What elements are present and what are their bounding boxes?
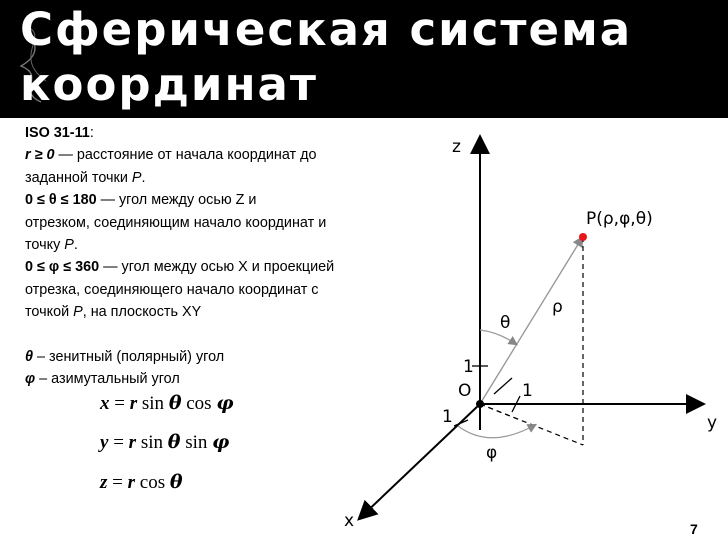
formula-z-theta: θ [169,471,183,493]
theta-description-1: — угол между осью Z и [96,192,257,209]
formula-y-sin-1: sin [136,432,168,453]
rho-label: ρ [552,297,563,317]
formula-x [100,392,234,415]
theta-point: P [64,237,74,254]
phi-arc [458,425,535,438]
title-line-2: координат [20,58,318,111]
formula-y-lhs: y [100,432,109,453]
point-label: P(ρ,φ,θ) [586,209,653,229]
formula-x-cos: cos [181,393,217,414]
theta-end: . [73,237,78,254]
axis-marker [494,378,512,394]
phi-condition: 0 ≤ φ ≤ 360 [25,259,100,276]
theta-label: θ [500,313,511,333]
formula-y [100,431,229,454]
r-description-2: заданной точки [25,169,132,186]
formula-y-sin-2: sin [180,432,213,453]
phi-description-1: — угол между осью X и проекцией [99,259,335,276]
phi-description-2: отрезка, соединяющего начало координат с [25,281,319,298]
formula-z-eq: = [107,472,128,493]
formula-x-eq: = [109,393,130,414]
r-condition: r ≥ 0 [25,147,55,164]
y-axis-label: y [707,413,718,433]
origin-label: O [458,381,472,401]
formula-z-r: r [127,472,136,493]
phi-symbol: φ [25,371,36,388]
theta-description-2: отрезком, соединяющим начало координат и [25,214,327,231]
x-axis-label: x [344,511,355,531]
formula-y-eq: = [108,432,129,453]
title-bar [0,0,728,118]
formula-y-phi: φ [212,431,230,453]
point-p [579,233,587,241]
theta-symbol: θ [25,348,34,365]
r-description-1: — расстояние от начала координат до [54,147,317,164]
origin-point [476,400,484,408]
formula-x-sin: sin [137,393,169,414]
page-number: 7 [690,521,698,537]
r-end: . [141,169,146,186]
phi-name: – азимутальный угол [35,371,180,388]
theta-arc [480,330,516,344]
x-axis [360,404,480,518]
formula-y-theta: θ [167,431,181,453]
formula-x-lhs: x [100,393,110,414]
phi-end: , на плоскость XY [82,304,202,321]
slide-title [20,2,632,112]
z-tick-label: 1 [463,357,474,377]
phi-point: P [73,304,83,321]
formula-z-cos: cos [135,472,170,493]
theta-condition: 0 ≤ θ ≤ 180 [25,192,97,209]
x-tick-label: 1 [442,407,453,427]
title-line-1: Сферическая система [20,3,633,56]
projection-y-tick [480,404,520,420]
formula-z-lhs: z [100,472,108,493]
r-point: P [131,169,142,186]
formula-x-r: r [129,393,138,414]
formula-x-phi: φ [216,392,234,414]
rho-vector [480,238,582,404]
y-tick-label: 1 [522,381,533,401]
theta-description-3: точку [25,237,65,254]
theta-name: – зенитный (полярный) угол [33,348,225,365]
z-axis-label: z [452,137,461,157]
phi-description-3: точкой [25,304,74,321]
iso-colon: : [89,125,94,141]
formula-z [100,471,183,494]
projection-ground [480,404,583,445]
formula-y-r: r [128,432,137,453]
iso-label: ISO 31-11 [25,125,90,141]
phi-label: φ [486,443,498,463]
formula-x-theta: θ [168,392,182,414]
spherical-coordinates-diagram [330,120,728,540]
